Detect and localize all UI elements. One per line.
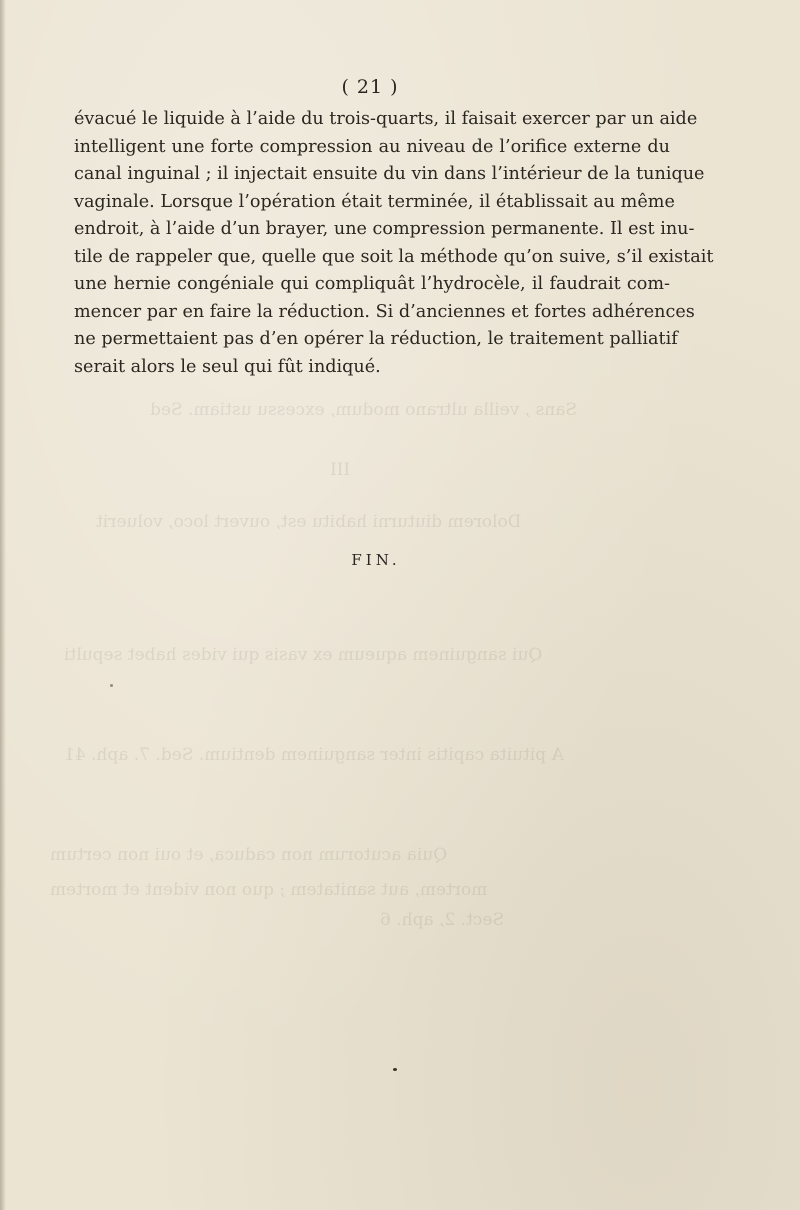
text-line: vaginale. Lorsque l’opération était terminée, il établissait au même <box>74 191 675 212</box>
page-number: ( 21 ) <box>341 76 399 98</box>
body-paragraph <box>74 106 714 381</box>
bleed-through-text: III <box>330 460 351 480</box>
page-edge-shadow <box>0 0 6 1210</box>
text-line: une hernie congéniale qui compliquât l’hydrocèle, il faudrait com- <box>74 274 670 294</box>
bleed-through-text: Qui sanguinem aqueum ex vasis qui vides habet sepulti <box>64 645 543 665</box>
text-line: mencer par en faire la réduction. Si d’anciennes et fortes adhérences <box>74 301 695 322</box>
text-line: ne permettaient pas d’en opérer la réduction, le traitement palliatif <box>74 329 678 349</box>
fin-marker: FIN. <box>351 551 401 569</box>
ink-speck <box>110 684 113 687</box>
text-line: canal inguinal ; il injectait ensuite du vin dans l’intérieur de la tunique <box>74 164 705 184</box>
ink-speck <box>393 1068 397 1071</box>
text-line: tile de rappeler que, quelle que soit la méthode qu’on suive, s’il existait <box>74 246 714 267</box>
bleed-through-text: Dolorem diuturni habitu est, ouvert loco, voluerit <box>96 512 522 532</box>
bleed-through-text: Sect. 2, aph. 6 <box>380 910 505 930</box>
text-line: évacué le liquide à l’aide du trois-quarts, il faisait exercer par un aide <box>74 109 698 129</box>
bleed-through-text: Quia acutorum non caduca, et oui non certum <box>50 845 448 865</box>
bleed-through-text: A pituita capitis inter sanguinem dentium. Sed. 7. aph. 41 <box>64 745 564 765</box>
text-line: serait alors le seul qui fût indiqué. <box>74 356 381 377</box>
bleed-through-text: mortem, aut sanitatem ; quo non vident et mortem <box>50 880 488 900</box>
bleed-through-text: Sans , veilla ultrano modum, excessu ustiam. Sed <box>150 400 577 420</box>
text-line: intelligent une forte compression au niveau de l’orifice externe du <box>74 136 670 157</box>
text-line: endroit, à l’aide d’un brayer, une compression permanente. Il est inu- <box>74 219 695 239</box>
